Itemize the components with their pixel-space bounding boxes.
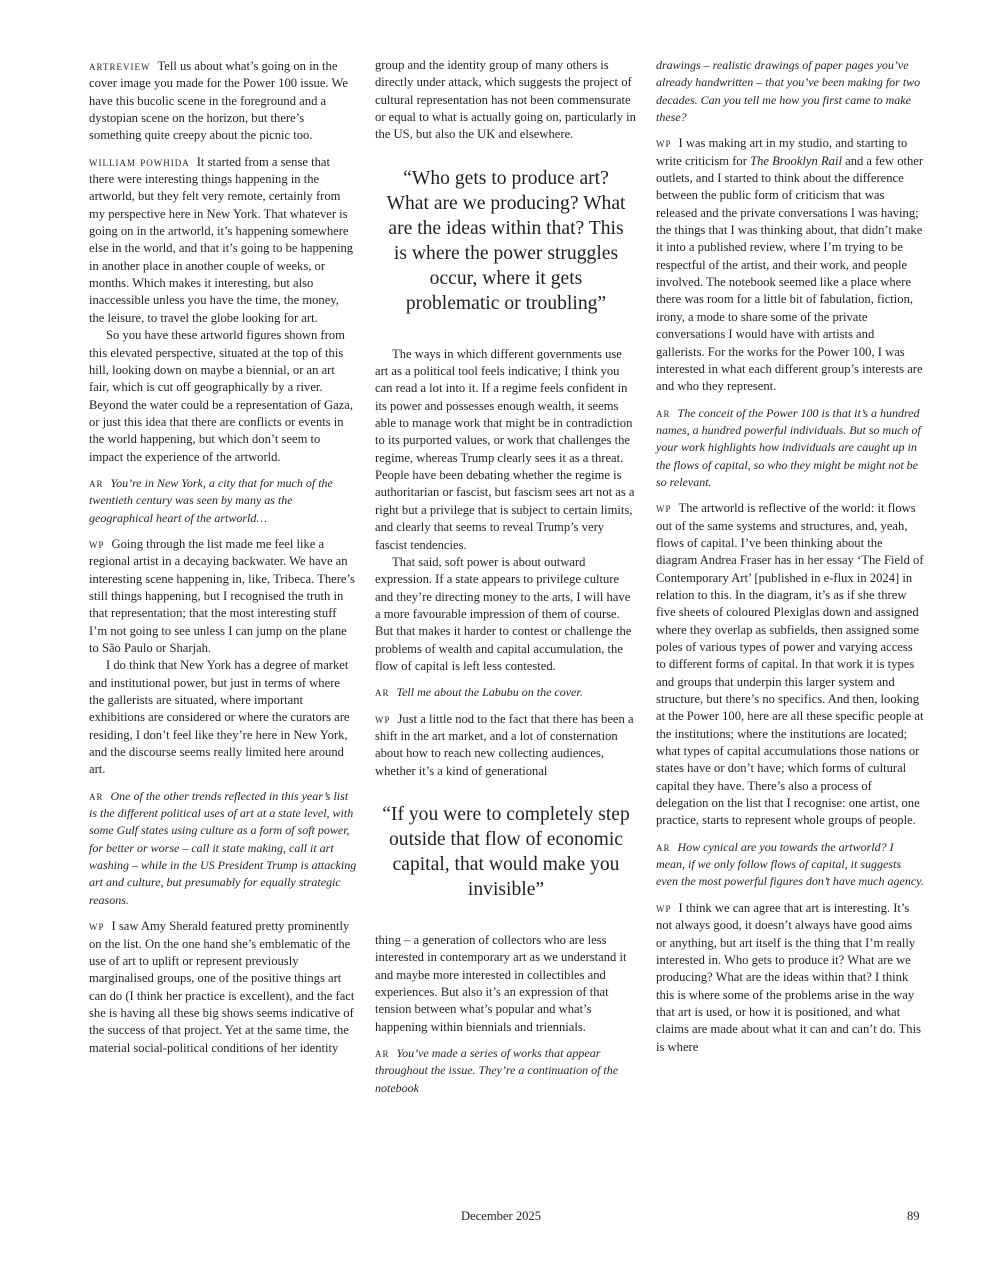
text-run: I was making art in my studio, and starting to write criticism for <box>656 136 908 168</box>
speaker-label: william powhida <box>89 153 190 169</box>
speaker-label: wp <box>656 899 672 915</box>
page-number: 89 <box>907 1209 920 1223</box>
text-run: It started from a sense that there were interesting things happening in the artworld, but they felt very remote, certainly from my perspective here in New York. That whatever is going on in the artworld, it’s happening somewhere else in the world, and that it’s going to be happening in another place in another couple of weeks, or months. Which makes it interesting, but also inaccessible unless you have the time, the money, the leisure, to travel the globe looking for art. <box>89 154 354 325</box>
paragraph <box>656 499 924 830</box>
speaker-label: wp <box>656 135 672 151</box>
text-run: I think we can agree that art is interesting. It’s not always good, it doesn’t always have good aims or anything, but art itself is the thing that I’m really interested in. Who gets to produce it? What are we producing? What are the ideas within that? I think this is where some of the problems arise in the way that art is used, or how it is positioned, and what claims are made about what it can and can’t do. This is where <box>656 900 921 1054</box>
speaker-label: ar <box>375 684 390 700</box>
speaker-label: ar <box>89 787 104 803</box>
text-run: You’ve made a series of works that appear throughout the issue. They’re a continuation of the notebook <box>375 1046 619 1095</box>
speaker-label: wp <box>89 535 105 551</box>
speaker-label: artreview <box>89 58 151 73</box>
interviewer-question <box>89 787 357 909</box>
interviewer-question <box>656 57 924 126</box>
text-run: Going through the list made me feel like a regional artist in a decaying backwater. We have an interesting scene happening in, like, Tribeca. There’s still things happening, but I recognised the truth in that representation; that the most interesting stuff I’m not going to see unless I can jump on the plane to São Paulo or Sharjah. <box>89 536 355 655</box>
text-run: Just a little nod to the fact that there has been a shift in the art market, and a lot of consternation about how to reach new collecting audiences, whether it’s a kind of generational <box>375 711 634 778</box>
paragraph <box>89 535 357 657</box>
pull-quote <box>381 802 631 902</box>
text-run: You’re in New York, a city that for much of the twentieth century was seen by many as the geographical heart of the artworld… <box>89 475 333 525</box>
paragraph <box>89 327 357 466</box>
paragraph <box>89 57 357 145</box>
paragraph <box>375 57 637 144</box>
footer-issue-date: December 2025 <box>460 1209 542 1223</box>
interviewer-question <box>656 404 924 492</box>
interviewer-question <box>89 474 357 527</box>
text-run: So you have these artworld figures shown from this elevated perspective, situated at the top of this hill, looking down on maybe a biennial, or an art fair, which is cut off geographically by a river. Beyond the water could be a representation of Gaza, or just this idea that there are conflicts or events in the world happening, but which don’t seem to impact the experience of the artworld. <box>89 328 354 464</box>
italic-title: The Brooklyn Rail <box>750 153 842 168</box>
text-run: group and the identity group of many others is directly under attack, which suggests the project of cultural representation has not been commensurate or equal to what is actually going on, particularly in the US, but also the UK and elsewhere. <box>375 58 636 142</box>
text-run: The conceit of the Power 100 is that it’s a hundred names, a hundred powerful individuals. But so much of your work highlights how individuals are caught up in the flows of capital, so who they might be might not be so relevant. <box>656 405 921 489</box>
text-run: That said, soft power is about outward expression. If a state appears to privilege culture and they’re directing money to the arts, I will have a more favourable impression of them of course. But that makes it harder to contest or challenge the problems of wealth and capital accumulation, the flow of capital is left less contested. <box>375 554 632 673</box>
speaker-label: wp <box>375 710 391 726</box>
paragraph <box>375 932 637 1036</box>
paragraph <box>89 917 357 1057</box>
article-column-2 <box>375 57 637 1105</box>
paragraph <box>375 346 637 554</box>
interviewer-question <box>375 1044 637 1097</box>
speaker-label: ar <box>375 1045 390 1061</box>
speaker-label: ar <box>89 474 104 490</box>
speaker-label: ar <box>656 838 671 854</box>
pull-quote <box>381 166 631 316</box>
article-column-3 <box>656 57 924 1064</box>
text-run: Tell us about what’s going on in the cover image you made for the Power 100 issue. We have this bucolic scene in the foreground and a dystopian scene on the horizon, but there’s something quite creepy about the picnic too. <box>89 59 348 143</box>
paragraph <box>375 710 637 780</box>
speaker-label: ar <box>656 404 671 420</box>
text-run: The artworld is reflective of the world: it flows out of the same systems and structures, and, yeah, flows of capital. I’ve been thinking about the diagram Andrea Fraser has in her essay ‘The Field of Contemporary Art’ [published in e-flux in 2024] in relation to this. In the diagram, it’s as if she threw five sheets of coloured Plexiglas down and assigned where they overlap as subfields, then assigned some poles of various types of power and varying access to different forms of capital. In that work it is types and groups that underpin this larger system and structure, but there’s no specifics. And then, looking at the Power 100, here are all these specific people at the institutions; where the institutions are located; what types of capital accumulations those nations or states have or don’t have; which forms of cultural capital they have. There’s also a process of delegation on the list that I recognise: one artist, one practice, starts to represent whole groups of people. <box>656 501 924 828</box>
paragraph <box>89 657 357 778</box>
text-run: One of the other trends reflected in this year’s list is the different political uses of art at a state level, with some Gulf states using culture as a form of soft power, for better or worse – call it state making, call it art washing – while in the US President Trump is attacking art and culture, but presumably for equally strategic reasons. <box>89 788 357 907</box>
paragraph <box>89 153 357 327</box>
paragraph <box>656 899 924 1056</box>
text-run: “If you were to completely step outside that flow of economic capital, that would make you invisible” <box>382 803 630 900</box>
speaker-label: wp <box>89 918 105 934</box>
text-run: drawings – realistic drawings of paper pages you’ve already handwritten – that you’ve been making for two decades. Can you tell me how you first came to make these? <box>656 58 921 125</box>
text-run: “Who gets to produce art? What are we producing? What are the ideas within that? This is where the power struggles occur, where it gets problematic or troubling” <box>386 167 626 314</box>
paragraph <box>656 134 924 395</box>
article-column-1 <box>89 57 357 1065</box>
interviewer-question <box>656 838 924 891</box>
speaker-label: wp <box>656 500 672 516</box>
interviewer-question <box>375 683 637 701</box>
text-run: and a few other outlets, and I started to think about the difference between the public form of criticism that was released and the private conversations I was having; the things that I was thinking about, that didn’t make it into a published review, where I’m trying to be respectful of the artist, and their work, and people involved. The notebook seemed like a place where there was room for a little bit of fabulation, fiction, irony, a mode to share some of the private conversations I would have with artists and gallerists. For the works for the Power 100, I was interested in what each different group’s interests are and who they represent. <box>656 153 924 394</box>
text-run: Tell me about the Labubu on the cover. <box>396 685 583 700</box>
text-run: I do think that New York has a degree of market and institutional power, but just in terms of where the gallerists are situated, where important exhibitions are considered or where the curators are residing, I don’t feel like they’re here in New York, and the discourse seems really limited here around art. <box>89 658 350 777</box>
text-run: I saw Amy Sherald featured pretty prominently on the list. On the one hand she’s emblematic of the use of art to uplift or represent previously marginalised groups, one of the positive things art can do (I think her practice is excellent), and the fact she is having all these big shows seems indicative of the success of that project. Yet at the same time, the material social-political conditions of her identity <box>89 919 355 1055</box>
text-run: thing – a generation of collectors who are less interested in contemporary art as we understand it and maybe more interested in collectibles and experiences. But also it’s an expression of that tension between what’s popular and what’s happening within biennials and triennials. <box>375 932 627 1034</box>
paragraph <box>375 554 637 675</box>
text-run: How cynical are you towards the artworld? I mean, if we only follow flows of capital, it suggests even the most powerful figures don’t have much agency. <box>656 839 924 889</box>
text-run: The ways in which different governments use art as a political tool feels indicative; I think you can read a lot into it. If a regime feels confident in its power and possesses enough wealth, it seems able to manage work that might be in contradiction to its purported values, or work that challenges the regime, whereas Trump clearly sees it as a threat. People have been debating whether the regime is authoritarian or fascist, but fascism sees art not as a right but a privilege that is subject to certain limits, and clearly that seems to reveal Trump’s very fascist tendencies. <box>375 346 635 552</box>
